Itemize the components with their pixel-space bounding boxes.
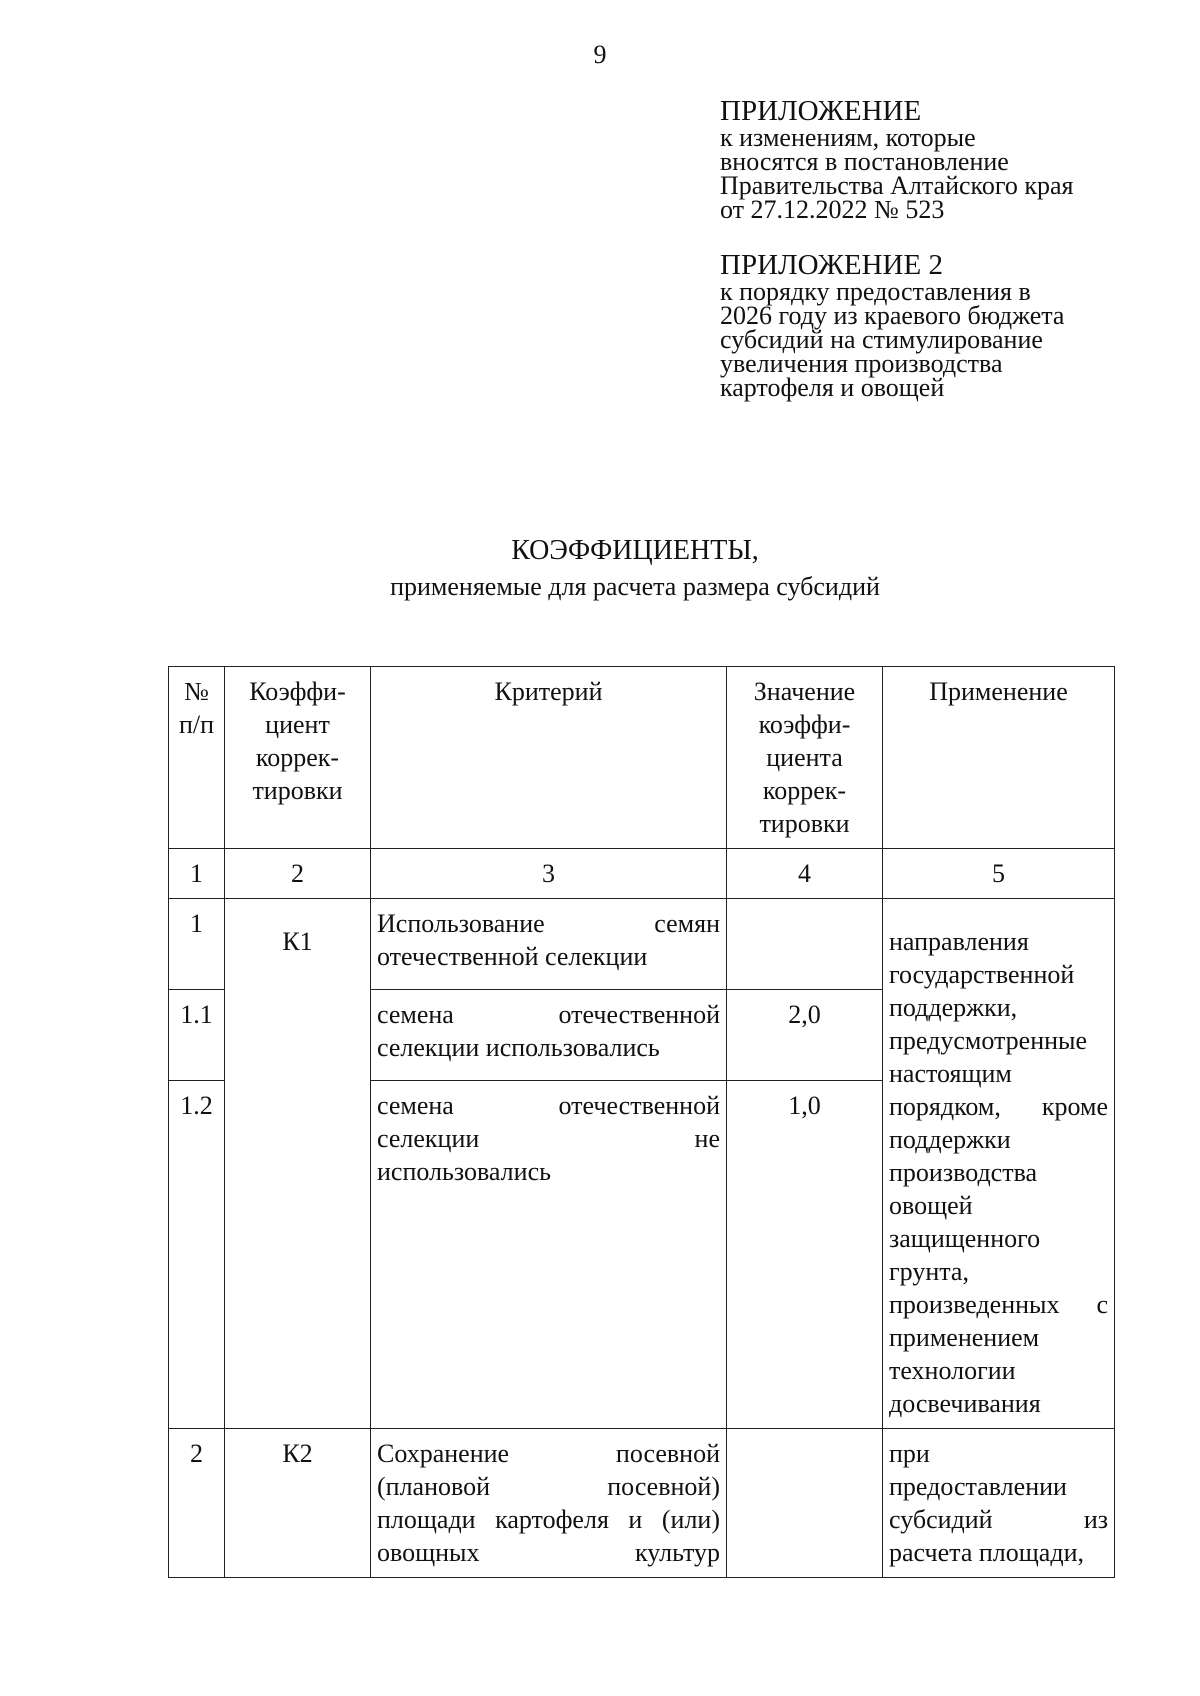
header-line: циент — [265, 710, 330, 739]
application-line: предоставлении — [889, 1472, 1067, 1501]
application-line: овощей — [889, 1191, 973, 1220]
header-line: коррек- — [255, 743, 340, 772]
row-number-cell: 1 — [169, 899, 225, 990]
appendix-1-line: Правительства Алтайского края — [720, 171, 1074, 200]
table-row — [169, 1429, 1115, 1578]
criterion-cell — [371, 1081, 727, 1429]
header-cell-application — [883, 667, 1115, 849]
row-number-cell: 1.1 — [169, 990, 225, 1081]
application-cell — [883, 1429, 1115, 1578]
appendix-2-line: картофеля и овощей — [720, 373, 945, 402]
header-line: тировки — [759, 809, 850, 838]
application-line: расчета площади, — [889, 1538, 1084, 1567]
value-cell — [727, 1429, 883, 1578]
application-line: произведенных с — [889, 1290, 1108, 1319]
appendix-1-line: к изменениям, которые — [720, 123, 976, 152]
appendix-2-line: субсидий на стимулирование — [720, 325, 1043, 354]
application-line: поддержки, — [889, 993, 1018, 1022]
table-row — [169, 899, 1115, 990]
header-line: Значение — [753, 677, 856, 706]
document-subtitle: применяемые для расчета размера субсидий — [390, 572, 880, 601]
row-number-cell: 2 — [169, 1429, 225, 1578]
header-line: п/п — [178, 710, 215, 739]
application-line: субсидий из — [889, 1505, 1108, 1534]
value-cell: 1,0 — [727, 1081, 883, 1429]
coefficients-table — [168, 666, 1115, 1578]
header-line: коррек- — [762, 776, 847, 805]
appendix-1-line: от 27.12.2022 № 523 — [720, 195, 945, 224]
page-number: 9 — [593, 40, 607, 69]
appendix-1-line: вносятся в постановление — [720, 147, 1009, 176]
header-line: циента — [766, 743, 843, 772]
application-line: грунта, — [889, 1257, 969, 1286]
value-cell — [727, 899, 883, 990]
column-number-cell: 4 — [727, 849, 883, 899]
table-header-row — [169, 667, 1115, 849]
appendix-2-line: к порядку предоставления в — [720, 277, 1031, 306]
appendix-1-heading: ПРИЛОЖЕНИЕ — [720, 95, 922, 127]
header-line: Критерий — [494, 677, 603, 706]
application-line: технологии — [889, 1356, 1016, 1385]
application-line: порядком, кроме — [889, 1092, 1108, 1121]
criterion-line: семена отечественной — [377, 1091, 720, 1120]
application-line: применением — [889, 1323, 1040, 1352]
application-line: при — [889, 1439, 930, 1468]
criterion-line: отечественной селекции — [377, 942, 648, 971]
header-line: тировки — [252, 776, 343, 805]
header-line: коэффи- — [758, 710, 851, 739]
appendix-2-heading: ПРИЛОЖЕНИЕ 2 — [720, 249, 943, 281]
application-line: производства — [889, 1158, 1038, 1187]
application-line: защищенного — [889, 1224, 1041, 1253]
coefficient-cell: К2 — [225, 1429, 371, 1578]
value-cell: 2,0 — [727, 990, 883, 1081]
application-line: настоящим — [889, 1059, 1012, 1088]
appendix-2-block — [720, 250, 1180, 400]
header-cell-value — [727, 667, 883, 849]
header-cell-criterion — [371, 667, 727, 849]
column-number-cell: 5 — [883, 849, 1115, 899]
column-number-cell: 3 — [371, 849, 727, 899]
criterion-line: использовались — [377, 1157, 551, 1186]
criterion-line: селекции использовались — [377, 1033, 660, 1062]
criterion-cell — [371, 990, 727, 1081]
header-line: Коэффи- — [249, 677, 346, 706]
criterion-line: Использование семян — [377, 909, 720, 938]
application-line: предусмотренные — [889, 1026, 1088, 1055]
header-line: № — [184, 677, 209, 706]
criterion-line: семена отечественной — [377, 1000, 720, 1029]
appendix-1-block — [720, 96, 1180, 222]
application-cell — [883, 899, 1115, 1429]
header-cell-number — [169, 667, 225, 849]
application-line: досвечивания — [889, 1389, 1041, 1418]
coefficient-cell: К1 — [225, 899, 371, 1429]
row-number-cell: 1.2 — [169, 1081, 225, 1429]
criterion-line: (плановой посевной) — [377, 1472, 720, 1501]
criterion-cell — [371, 1429, 727, 1578]
header-line: Применение — [929, 677, 1068, 706]
application-line: государственной — [889, 960, 1075, 989]
column-number-row — [169, 849, 1115, 899]
application-line: поддержки — [889, 1125, 1011, 1154]
criterion-line: площади картофеля и (или) — [377, 1505, 720, 1534]
column-number-cell: 1 — [169, 849, 225, 899]
column-number-cell: 2 — [225, 849, 371, 899]
document-title: КОЭФФИЦИЕНТЫ, — [511, 535, 759, 566]
criterion-cell — [371, 899, 727, 990]
criterion-line: овощных культур — [377, 1538, 720, 1567]
appendix-2-line: увеличения производства — [720, 349, 1003, 378]
criterion-line: Сохранение посевной — [377, 1439, 720, 1468]
criterion-line: селекции не — [377, 1124, 720, 1153]
application-line: направления — [889, 927, 1029, 956]
header-cell-coefficient — [225, 667, 371, 849]
appendix-2-line: 2026 году из краевого бюджета — [720, 301, 1065, 330]
